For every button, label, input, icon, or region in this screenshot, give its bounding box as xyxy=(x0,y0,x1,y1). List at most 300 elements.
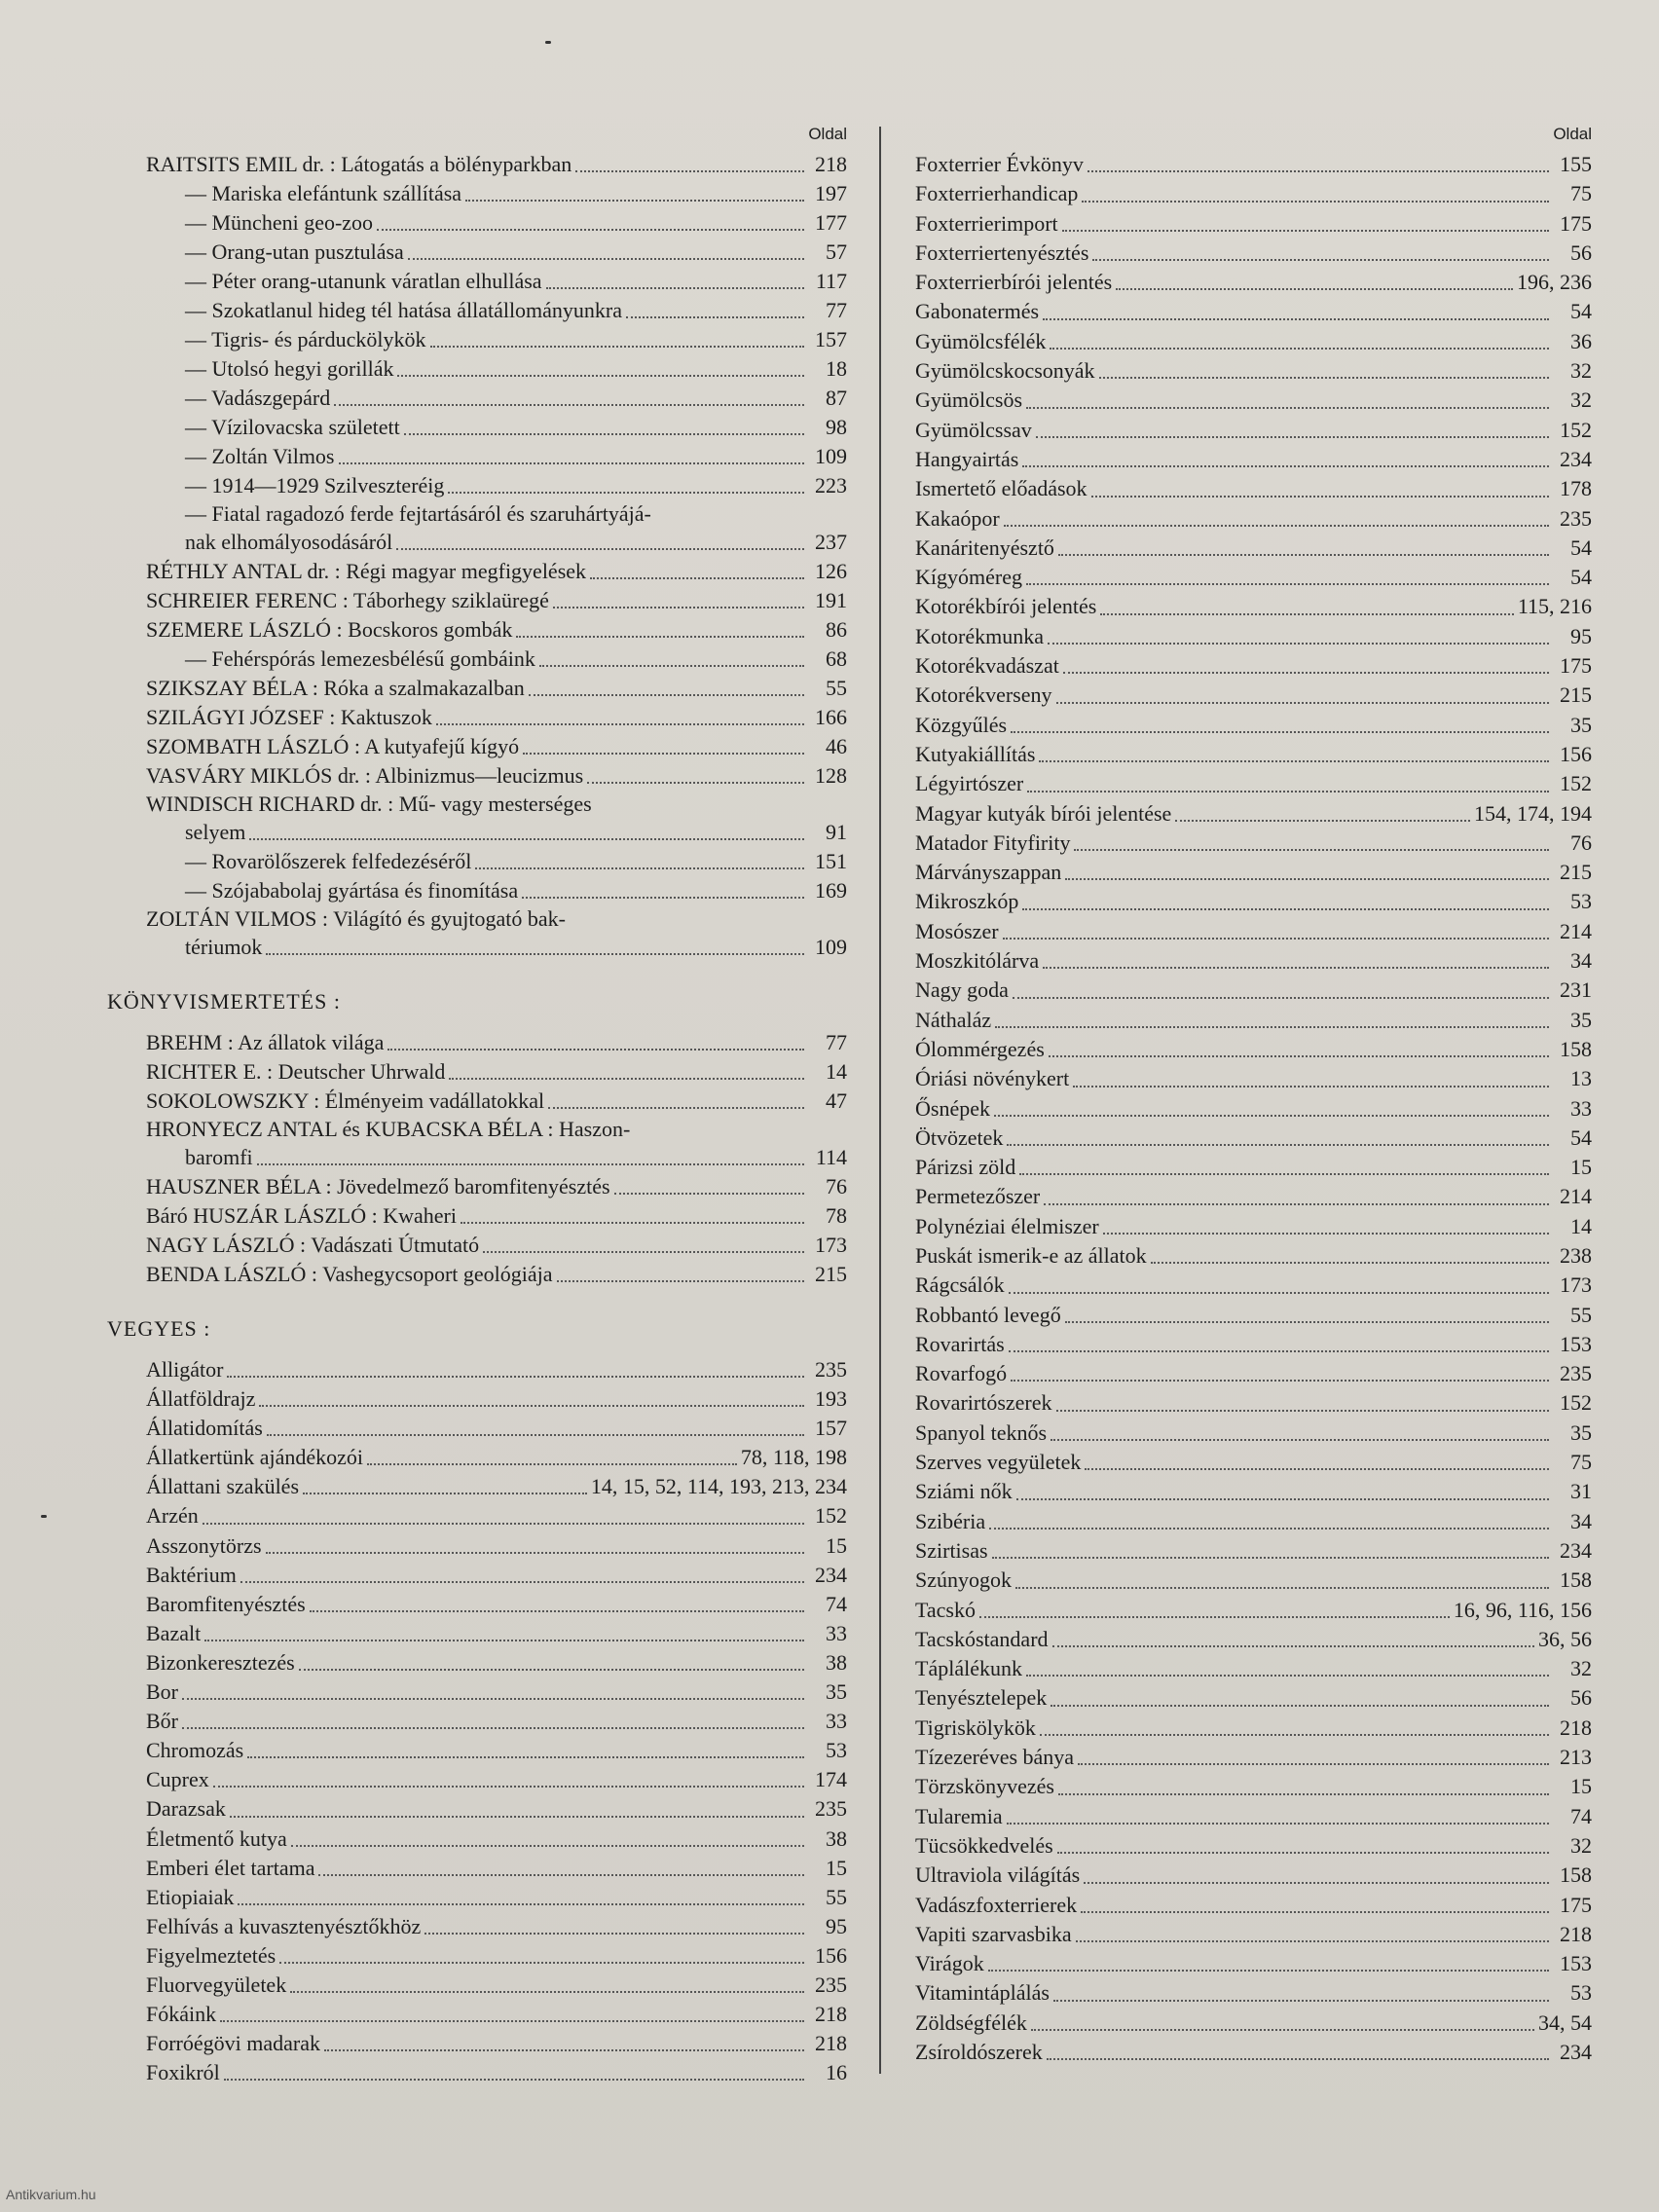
entry-page: 234 xyxy=(1560,1537,1592,1563)
misc-entry xyxy=(915,799,1592,829)
entry-title: VASVÁRY MIKLÓS dr. : Albinizmus—leucizmus xyxy=(146,763,584,788)
entry-page: 34 xyxy=(1570,1508,1592,1533)
misc-entry xyxy=(915,976,1592,1005)
book-reviews-heading: KÖNYVISMERTETÉS : xyxy=(107,989,341,1014)
misc-entry xyxy=(915,1743,1592,1772)
index-entry xyxy=(146,442,847,471)
entry-page: 35 xyxy=(826,1679,847,1705)
entry-page: 14 xyxy=(1570,1213,1592,1238)
entry-page: 34 xyxy=(1570,948,1592,974)
misc-entry xyxy=(915,622,1592,651)
entry-page: 76 xyxy=(826,1174,847,1198)
index-entry xyxy=(146,586,847,615)
misc-entry xyxy=(915,651,1592,681)
entry-page: 74 xyxy=(1570,1803,1592,1828)
speck xyxy=(41,1515,47,1518)
entry-title: Szerves vegyületek xyxy=(915,1450,1082,1475)
entry-title: Permetezőszer xyxy=(915,1184,1041,1209)
entry-page: 152 xyxy=(1560,417,1592,442)
entry-title: RICHTER E. : Deutscher Uhrwald xyxy=(146,1059,446,1084)
misc-entry xyxy=(915,356,1592,386)
entry-title: Rágcsálók xyxy=(915,1272,1005,1298)
entry-page: 78, 118, 198 xyxy=(740,1445,847,1470)
entry-title: SOKOLOWSZKY : Élményeim vadállatokkal xyxy=(146,1088,545,1113)
index-entry xyxy=(146,876,847,905)
entry-title: Cuprex xyxy=(146,1767,209,1792)
entry-page: 53 xyxy=(826,1738,847,1763)
entry-page: 75 xyxy=(1570,1450,1592,1475)
misc-entry xyxy=(915,1949,1592,1978)
entry-page: 53 xyxy=(1570,889,1592,914)
book-entries-b xyxy=(146,1172,847,1289)
misc-entry xyxy=(915,209,1592,239)
entry-page: 54 xyxy=(1570,299,1592,324)
entry-title: Kakaópor xyxy=(915,505,1000,531)
misc-entry xyxy=(915,592,1592,621)
entry-page: 155 xyxy=(1560,152,1592,176)
entry-page: 173 xyxy=(815,1233,847,1257)
entry-page: 235 xyxy=(815,1796,847,1822)
misc-heading: VEGYES : xyxy=(107,1316,211,1341)
entry-page: 158 xyxy=(1560,1862,1592,1888)
index-entry xyxy=(146,645,847,674)
misc-entry xyxy=(915,1625,1592,1654)
book-entry xyxy=(146,1231,847,1260)
misc-entry xyxy=(146,1854,847,1883)
misc-entry xyxy=(146,2000,847,2029)
entry-page: 15 xyxy=(826,1532,847,1558)
entry-title: Óriási növénykert xyxy=(915,1066,1070,1091)
misc-entry xyxy=(915,268,1592,297)
entry-page: 77 xyxy=(826,1030,847,1054)
misc-entry xyxy=(915,1241,1592,1271)
entry-title: Állatföldrajz xyxy=(146,1386,256,1412)
index-entry xyxy=(146,703,847,732)
misc-entry xyxy=(915,2009,1592,2038)
entry-page: 158 xyxy=(1560,1036,1592,1061)
misc-entry xyxy=(915,1388,1592,1418)
misc-entry xyxy=(146,1472,847,1501)
entry-page: 18 xyxy=(826,356,847,381)
entry-title: Kotorékvadászat xyxy=(915,653,1059,679)
index-entry xyxy=(146,384,847,413)
entry-title: Ólommérgezés xyxy=(915,1036,1045,1061)
misc-entry xyxy=(146,1384,847,1414)
entry-title: Tenyésztelepek xyxy=(915,1685,1048,1711)
entry-title: Ultraviola világítás xyxy=(915,1862,1081,1888)
misc-entry xyxy=(915,150,1592,179)
entry-title: Arzén xyxy=(146,1503,199,1529)
entry-title: Nagy goda xyxy=(915,977,1009,1003)
entry-page: 46 xyxy=(826,734,847,758)
entry-page: 177 xyxy=(815,210,847,235)
entry-page: 126 xyxy=(815,559,847,583)
misc-entry xyxy=(915,1802,1592,1831)
entry-page: 33 xyxy=(826,1709,847,1734)
misc-entry xyxy=(915,239,1592,268)
entry-title: Spanyol teknős xyxy=(915,1419,1048,1445)
misc-entry xyxy=(146,1561,847,1590)
entry-page: 175 xyxy=(1560,653,1592,679)
entry-page: 235 xyxy=(815,1357,847,1382)
entry-page: 218 xyxy=(815,152,847,176)
entry-title: Foxterrierhandicap xyxy=(915,181,1079,206)
entry-page: 36, 56 xyxy=(1538,1626,1592,1651)
index-entry xyxy=(146,150,847,179)
entry-page: 174 xyxy=(815,1767,847,1792)
entry-page: 117 xyxy=(815,269,847,293)
misc-entry xyxy=(146,1825,847,1854)
index-entry xyxy=(146,179,847,208)
entry-page: 56 xyxy=(1570,240,1592,265)
book-entry xyxy=(146,1260,847,1289)
entry-title: — Tigris- és párduckölykök xyxy=(185,327,426,351)
misc-entry xyxy=(146,1794,847,1824)
entry-page: 223 xyxy=(815,473,847,498)
misc-entry xyxy=(915,681,1592,710)
entry-title: Puskát ismerik-e az állatok xyxy=(915,1242,1147,1268)
misc-entry xyxy=(915,1212,1592,1241)
entry-title: Gyümölcskocsonyák xyxy=(915,358,1095,384)
misc-entry xyxy=(915,1153,1592,1182)
entry-page: 218 xyxy=(1560,1921,1592,1946)
entry-title: Náthaláz xyxy=(915,1007,992,1032)
entry-title: RÉTHLY ANTAL dr. : Régi magyar megfigyelések xyxy=(146,559,587,583)
index-entry xyxy=(146,615,847,645)
entry-page: 128 xyxy=(815,763,847,788)
misc-entry xyxy=(146,1619,847,1648)
entry-title: Párizsi zöld xyxy=(915,1155,1016,1180)
entry-title: — 1914—1929 Szilveszteréig xyxy=(185,473,445,498)
entry-title: SZIKSZAY BÉLA : Róka a szalmakazalban xyxy=(146,676,525,700)
entry-page: 215 xyxy=(815,1262,847,1286)
book-entry xyxy=(146,1057,847,1087)
entry-page: 15 xyxy=(1570,1774,1592,1799)
entry-title: Vapiti szarvasbika xyxy=(915,1921,1072,1946)
index-entry xyxy=(146,557,847,586)
entry-page: 14, 15, 52, 114, 193, 213, 234 xyxy=(590,1474,847,1499)
entry-page: 55 xyxy=(826,676,847,700)
entry-page: 158 xyxy=(1560,1567,1592,1593)
misc-entries-right xyxy=(915,150,1592,2067)
entry-page: 15 xyxy=(1570,1155,1592,1180)
entry-page: 157 xyxy=(815,327,847,351)
misc-entry xyxy=(146,1707,847,1736)
entry-page: 95 xyxy=(1570,623,1592,648)
entry-page: 32 xyxy=(1570,1832,1592,1858)
entry-title: Vadászfoxterrierek xyxy=(915,1892,1078,1917)
entry-page: 152 xyxy=(1560,1390,1592,1416)
entry-title: — Vadászgepárd xyxy=(185,386,331,410)
misc-entry xyxy=(146,1531,847,1561)
entry-title: Állatidomítás xyxy=(146,1416,263,1441)
misc-entry xyxy=(915,504,1592,534)
misc-entry xyxy=(915,1507,1592,1536)
entry-page: 86 xyxy=(826,617,847,642)
entry-page: 214 xyxy=(1560,918,1592,943)
column-divider xyxy=(879,127,881,2074)
index-entry xyxy=(146,267,847,296)
entry-title: Foxterrier Évkönyv xyxy=(915,152,1084,176)
index-entry xyxy=(146,296,847,325)
entry-title: Moszkitólárva xyxy=(915,948,1040,974)
entry-title: Matador Fityfirity xyxy=(915,830,1071,855)
entry-page: 74 xyxy=(826,1591,847,1616)
entry-page: 196, 236 xyxy=(1517,270,1592,295)
entry-title: Közgyűlés xyxy=(915,712,1008,737)
entry-title: Tacskóstandard xyxy=(915,1626,1049,1651)
misc-entry xyxy=(915,474,1592,503)
entry-title: Bizonkeresztezés xyxy=(146,1649,295,1675)
misc-entry xyxy=(915,1448,1592,1477)
entry-title: Ősnépek xyxy=(915,1095,990,1121)
entry-title: Virágok xyxy=(915,1951,984,1976)
misc-entry xyxy=(915,534,1592,563)
multiline-entry-2: WINDISCH RICHARD dr. : Mű- vagy mesterséges selyem 91 xyxy=(146,792,847,844)
entry-title: — Szójababolaj gyártása és finomítása xyxy=(185,878,519,903)
entry-title: Ismertető előadások xyxy=(915,476,1088,501)
entry-title: Gabonatermés xyxy=(915,299,1040,324)
entry-page: 38 xyxy=(826,1825,847,1851)
misc-entry xyxy=(915,858,1592,887)
entry-title: — Rovarölőszerek felfedezéséről xyxy=(185,849,472,873)
entry-page: 76 xyxy=(1570,830,1592,855)
misc-entry xyxy=(915,1978,1592,2008)
misc-entry xyxy=(915,1419,1592,1448)
entry-page: 218 xyxy=(815,2002,847,2027)
entry-page: 98 xyxy=(826,415,847,439)
entry-page: 175 xyxy=(1560,1892,1592,1917)
entry-page: 32 xyxy=(1570,1656,1592,1681)
misc-entry xyxy=(146,1677,847,1707)
misc-entry xyxy=(146,1941,847,1971)
entry-title: — Zoltán Vilmos xyxy=(185,444,335,468)
entry-page: 115, 216 xyxy=(1517,594,1592,619)
entry-page: 151 xyxy=(815,849,847,873)
misc-entry xyxy=(146,1590,847,1619)
entry-page: 156 xyxy=(815,1942,847,1968)
misc-entry xyxy=(915,1064,1592,1093)
entry-title: Szúnyogok xyxy=(915,1567,1012,1593)
entry-page: 75 xyxy=(1570,181,1592,206)
entry-title: Foxterriertenyésztés xyxy=(915,240,1089,265)
entry-page: 55 xyxy=(826,1884,847,1909)
entry-page: 109 xyxy=(815,444,847,468)
entry-title: Márványszappan xyxy=(915,860,1062,885)
entry-title: Bor xyxy=(146,1679,178,1705)
entry-title: — Fehérspórás lemezesbélésű gombáink xyxy=(185,646,535,671)
misc-entry xyxy=(915,386,1592,415)
entry-page: 213 xyxy=(1560,1745,1592,1770)
entry-title: Zsíroldószerek xyxy=(915,2040,1043,2064)
misc-entry xyxy=(915,1861,1592,1890)
entry-page: 14 xyxy=(826,1059,847,1084)
entry-page: 34, 54 xyxy=(1538,2009,1592,2035)
index-entry xyxy=(146,208,847,238)
entry-page: 38 xyxy=(826,1649,847,1675)
entry-page: 234 xyxy=(1560,446,1592,471)
author-entries-mid xyxy=(146,557,847,791)
index-entry xyxy=(146,732,847,761)
misc-entry xyxy=(915,297,1592,326)
misc-entry xyxy=(146,1765,847,1794)
misc-entries-left xyxy=(146,1355,847,2087)
entry-title: Hangyairtás xyxy=(915,446,1019,471)
speck xyxy=(545,41,551,44)
misc-entry xyxy=(915,179,1592,208)
entry-title: Szirtisas xyxy=(915,1537,988,1563)
entry-page: 234 xyxy=(815,1562,847,1587)
entry-page: 54 xyxy=(1570,535,1592,560)
entry-title: Kotorékbírói jelentés xyxy=(915,594,1097,619)
misc-entry xyxy=(146,1355,847,1384)
entry-title: Robbantó levegő xyxy=(915,1302,1061,1327)
entry-title: Chromozás xyxy=(146,1738,244,1763)
entry-page: 235 xyxy=(1560,1361,1592,1386)
entry-page: 35 xyxy=(1570,1007,1592,1032)
entry-title: Szibéria xyxy=(915,1508,986,1533)
misc-entry xyxy=(915,1920,1592,1949)
entry-title: SZOMBATH LÁSZLÓ : A kutyafejű kígyó xyxy=(146,734,520,758)
misc-entry xyxy=(146,2029,847,2058)
entry-title: — Péter orang-utanunk váratlan elhullása xyxy=(185,269,542,293)
entry-page: 153 xyxy=(1560,1951,1592,1976)
entry-page: 191 xyxy=(815,588,847,612)
entry-page: 47 xyxy=(826,1088,847,1113)
entry-page: 156 xyxy=(1560,741,1592,766)
entry-title: — Orang-utan pusztulása xyxy=(185,240,404,264)
entry-title: Tízezeréves bánya xyxy=(915,1745,1075,1770)
entry-page: 215 xyxy=(1560,860,1592,885)
entry-title: — Vízilovacska született xyxy=(185,415,400,439)
misc-entry xyxy=(915,1271,1592,1300)
entry-page: 55 xyxy=(1570,1302,1592,1327)
entry-page: 87 xyxy=(826,386,847,410)
entry-page: 175 xyxy=(1560,210,1592,236)
entry-title: BENDA LÁSZLÓ : Vashegycsoport geológiája xyxy=(146,1262,553,1286)
entry-title: Zöldségfélék xyxy=(915,2009,1027,2035)
misc-entry xyxy=(915,1772,1592,1801)
misc-entry xyxy=(915,887,1592,916)
misc-entry xyxy=(146,1971,847,2000)
entry-page: 33 xyxy=(826,1620,847,1645)
book-multiline-entry: HRONYECZ ANTAL és KUBACSKA BÉLA : Haszon- baromfi 114 xyxy=(146,1117,847,1169)
misc-entry xyxy=(915,769,1592,798)
misc-entry xyxy=(915,445,1592,474)
entry-page: 218 xyxy=(815,2031,847,2056)
misc-entry xyxy=(915,1124,1592,1153)
entry-title: Tularemia xyxy=(915,1803,1003,1828)
entry-page: 32 xyxy=(1570,387,1592,413)
entry-title: Tacskó xyxy=(915,1597,976,1622)
misc-entry xyxy=(146,1648,847,1677)
index-entry xyxy=(146,325,847,354)
misc-entry xyxy=(915,1359,1592,1388)
entry-page: 215 xyxy=(1560,682,1592,708)
entry-page: 54 xyxy=(1570,1124,1592,1150)
page-label-left: Oldal xyxy=(808,125,847,143)
entry-title: — Mariska elefántunk szállítása xyxy=(185,181,462,205)
misc-entry xyxy=(146,2058,847,2087)
page-label-right: Oldal xyxy=(1553,125,1592,143)
entry-page: 33 xyxy=(1570,1095,1592,1121)
index-entry xyxy=(146,413,847,442)
entry-page: 77 xyxy=(826,298,847,322)
entry-page: 57 xyxy=(826,240,847,264)
entry-page: 157 xyxy=(815,1416,847,1441)
entry-page: 153 xyxy=(1560,1331,1592,1356)
entry-title: Bazalt xyxy=(146,1620,202,1645)
misc-entry xyxy=(915,1566,1592,1595)
misc-entry xyxy=(915,740,1592,769)
index-entry xyxy=(146,674,847,703)
misc-entry xyxy=(915,829,1592,858)
entry-page: 15 xyxy=(826,1855,847,1880)
entry-title: Bőr xyxy=(146,1709,178,1734)
index-entry xyxy=(146,471,847,500)
entry-title: Asszonytörzs xyxy=(146,1532,262,1558)
entry-title: SCHREIER FERENC : Táborhegy sziklaüregé xyxy=(146,588,549,612)
entry-title: Magyar kutyák bírói jelentése xyxy=(915,800,1172,826)
misc-entry xyxy=(915,563,1592,592)
misc-entry xyxy=(915,1094,1592,1124)
entry-title: Baktérium xyxy=(146,1562,237,1587)
entry-title: RAITSITS EMIL dr. : Látogatás a bölényparkban xyxy=(146,152,572,176)
misc-entry xyxy=(915,1831,1592,1861)
entry-title: Darazsak xyxy=(146,1796,226,1822)
entry-page: 166 xyxy=(815,705,847,729)
entry-title: — Utolsó hegyi gorillák xyxy=(185,356,394,381)
entry-title: Táplálékunk xyxy=(915,1656,1022,1681)
misc-entry xyxy=(915,1477,1592,1506)
entry-title: Légyirtószer xyxy=(915,771,1024,796)
entry-page: 193 xyxy=(815,1386,847,1412)
entry-page: 152 xyxy=(815,1503,847,1529)
entry-page: 234 xyxy=(1560,2040,1592,2064)
right-column xyxy=(915,125,1592,2067)
entry-title: Polynéziai élelmiszer xyxy=(915,1213,1099,1238)
book-entries-a xyxy=(146,1028,847,1116)
entry-title: Rovarfogó xyxy=(915,1361,1008,1386)
entry-title: Állatkertünk ajándékozói xyxy=(146,1445,363,1470)
entry-page: 152 xyxy=(1560,771,1592,796)
index-entry xyxy=(146,847,847,876)
watermark: Antikvarium.hu xyxy=(6,2187,96,2202)
misc-entry xyxy=(915,1536,1592,1566)
misc-entry xyxy=(915,1330,1592,1359)
entry-title: Gyümölcsös xyxy=(915,387,1022,413)
misc-entry xyxy=(915,1182,1592,1211)
entry-title: Figyelmeztetés xyxy=(146,1942,276,1968)
author-entries-top xyxy=(146,150,847,500)
misc-entry xyxy=(146,1883,847,1912)
misc-entry xyxy=(915,2038,1592,2067)
entry-page: 154, 174, 194 xyxy=(1474,800,1592,826)
entry-title: Foxterrierbírói jelentés xyxy=(915,270,1113,295)
entry-page: 218 xyxy=(1560,1714,1592,1740)
misc-entry xyxy=(915,1596,1592,1625)
entry-title: Kutyakiállítás xyxy=(915,741,1036,766)
entry-title: Gyümölcsfélék xyxy=(915,328,1047,353)
book-entry xyxy=(146,1087,847,1116)
entry-page: 78 xyxy=(826,1203,847,1228)
index-entry xyxy=(146,354,847,384)
misc-entry xyxy=(915,1035,1592,1064)
entry-page: 56 xyxy=(1570,1685,1592,1711)
entry-title: Tücsökkedvelés xyxy=(915,1832,1053,1858)
misc-entry xyxy=(915,327,1592,356)
entry-title: Etiopiaiak xyxy=(146,1884,235,1909)
